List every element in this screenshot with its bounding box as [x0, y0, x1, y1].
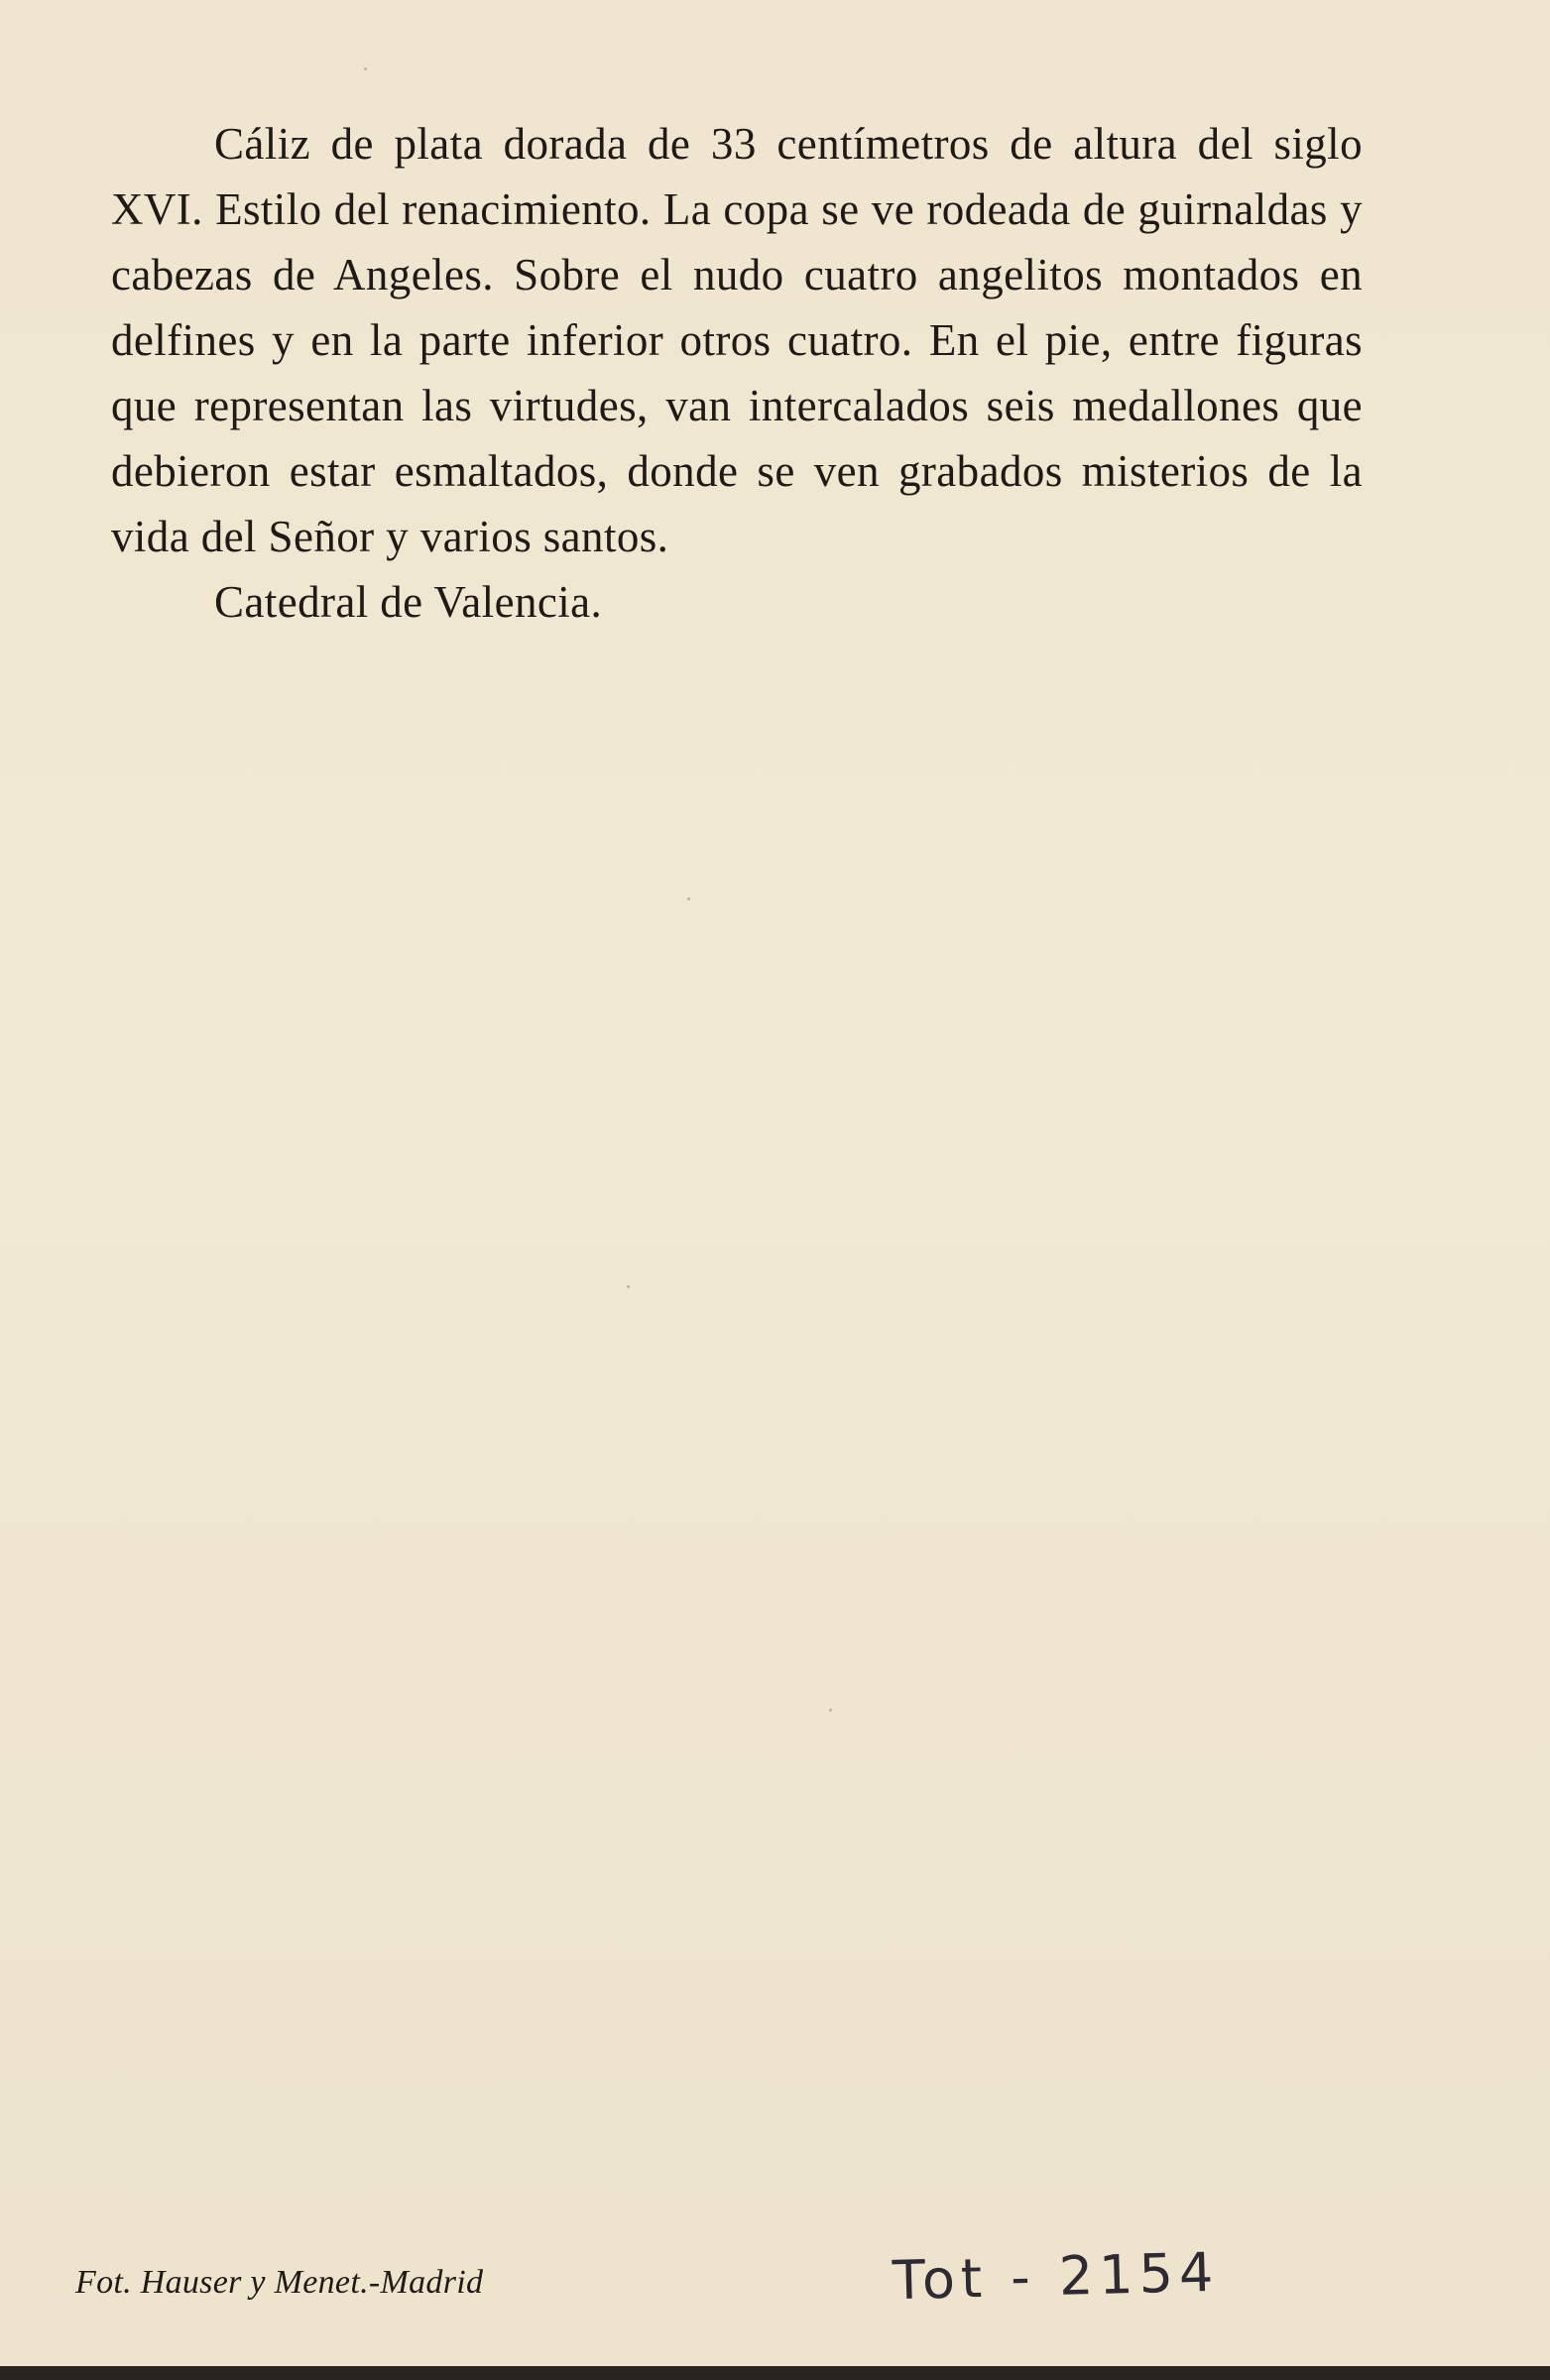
- photo-credit: Fot. Hauser y Menet.-Madrid: [75, 2264, 484, 2301]
- handwritten-catalog-number: Tot - 2154: [892, 2240, 1221, 2313]
- paper-speck: [364, 67, 367, 70]
- description-block: [111, 111, 1363, 635]
- paper-speck: [829, 1709, 832, 1712]
- description-paragraph: Cáliz de plata dorada de 33 centímetros de altura del siglo XVI. Estilo del renacimiento. La copa se ve rodeada de guirnaldas y cabezas de Angeles. Sobre el nudo cuatro angelitos montados en delfines y en la parte inferior otros cuatro. En el pie, entre figuras que representan las virtudes, van intercalados seis medallones que debieron estar esmaltados, donde se ven grabados misterios de la vida del Señor y varios santos.: [111, 119, 1363, 561]
- location-line: Catedral de Valencia.: [214, 577, 603, 627]
- paper-speck: [627, 1285, 630, 1288]
- paper-speck: [687, 897, 690, 900]
